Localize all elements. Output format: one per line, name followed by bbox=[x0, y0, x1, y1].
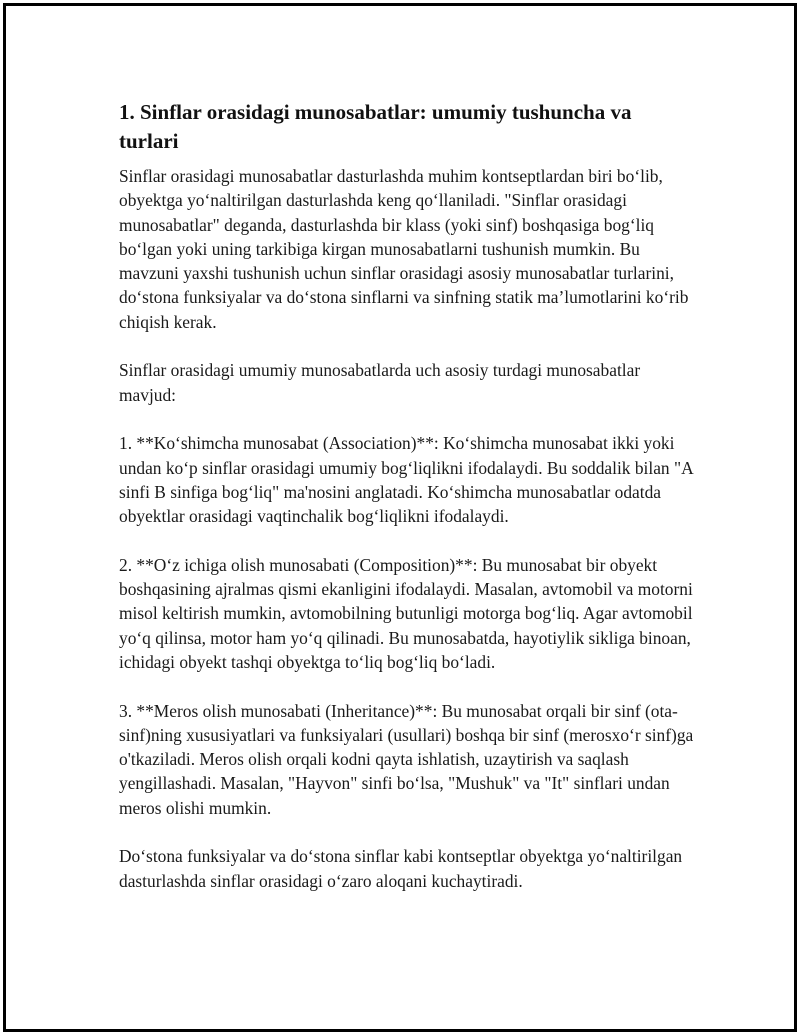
page-frame bbox=[3, 3, 797, 1032]
paragraph-composition: 2. **O‘z ichiga olish munosabati (Composition)**: Bu munosabat bir obyekt boshqasining ajralmas qismi ekanligini ifodalaydi. Masalan, avtomobil va motorni misol keltirish mumkin, avtomobilning butunligi motorga bog‘liq. Agar avtomobil yo‘q qilinsa, motor ham yo‘q qilinadi. Bu munosabatda, hayotiylik sikliga binoan, ichidagi obyekt tashqi obyektga to‘liq bog‘liq bo‘ladi. bbox=[119, 554, 693, 672]
paragraph-conclusion: Do‘stona funksiyalar va do‘stona sinflar kabi kontseptlar obyektga yo‘naltirilgan dasturlashda sinflar orasidagi o‘zaro aloqani kuchaytiradi. bbox=[119, 846, 683, 891]
paragraph-intro: Sinflar orasidagi munosabatlar dasturlashda muhim kontseptlardan biri bo‘lib, obyektga yo‘naltirilgan dasturlashda keng qo‘llaniladi. "Sinflar orasidagi munosabatlar" deganda, dasturlashda bir klass (yoki sinf) boshqasiga bog‘liq bo‘lgan yoki uning tarkibiga kirgan munosabatlarni tushunish mumkin. Bu mavzuni yaxshi tushunish uchun sinflar orasidagi asosiy munosabatlar turlarini, do‘stona funksiyalar va do‘stona sinflarni va sinfning statik ma’lumotlarini ko‘rib chiqish kerak. bbox=[119, 166, 689, 332]
paragraph-inheritance: 3. **Meros olish munosabati (Inheritance)**: Bu munosabat orqali bir sinf (ota-sinf)ning xususiyatlari va funksiyalari (usullari) boshqa bir sinf (merosxo‘r sinf)ga o'tkaziladi. Meros olish orqali kodni qayta ishlatish, uzaytirish va saqlash yengillashadi. Masalan, "Hayvon" sinfi bo‘lsa, "Mushuk" va "It" sinflari undan meros olishi mumkin. bbox=[119, 700, 694, 818]
paragraph-association: 1. **Ko‘shimcha munosabat (Association)**: Ko‘shimcha munosabat ikki yoki undan ko‘p sinflar orasidagi umumiy bog‘liqlikni ifodalaydi. Bu soddalik bilan "A sinfi B sinfiga bog‘liq" ma'nosini anglatadi. Ko‘shimcha munosabatlar odatda obyektlar orasidagi vaqtinchalik bog‘liqlikni ifodalaydi. bbox=[119, 433, 693, 527]
document-content bbox=[119, 98, 694, 917]
section-heading: 1. Sinflar orasidagi munosabatlar: umumiy tushuncha va turlari bbox=[119, 100, 632, 153]
paragraph-types-lead: Sinflar orasidagi umumiy munosabatlarda uch asosiy turdagi munosabatlar mavjud: bbox=[119, 360, 641, 405]
